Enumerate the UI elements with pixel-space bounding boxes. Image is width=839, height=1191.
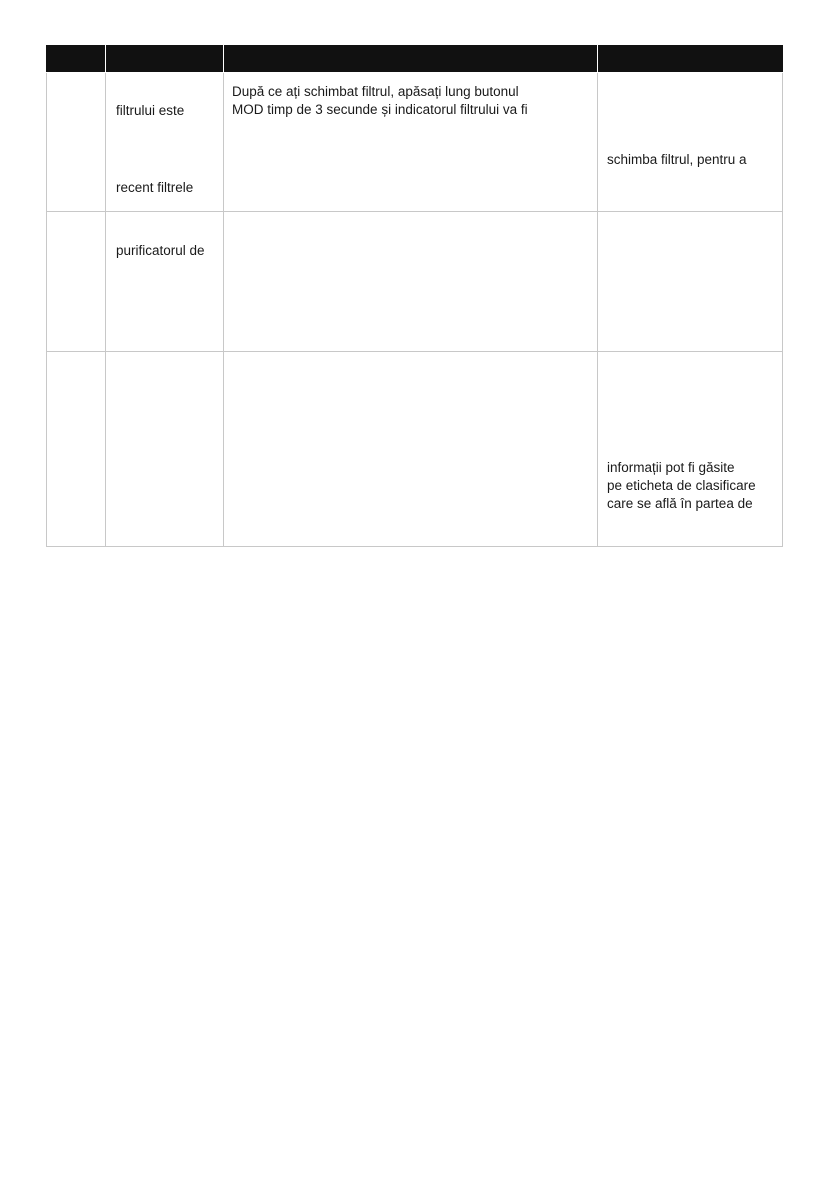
table-cell-description [224, 212, 598, 351]
cell-text-line: purificatorul de [116, 243, 205, 259]
header-cell-4 [598, 46, 783, 73]
table-cell-notes [598, 212, 783, 351]
table-header-row [47, 46, 783, 73]
table-row [47, 73, 783, 212]
header-cell-1 [47, 46, 106, 73]
table-cell-notes [598, 73, 783, 212]
cell-text-line: MOD timp de 3 secunde și indicatorul filtrului va fi [232, 102, 528, 117]
cell-text-line: filtrului este [116, 103, 185, 118]
table-cell-problem [106, 73, 224, 212]
header-cell-2 [106, 46, 224, 73]
cell-text-line: schimba filtrul, pentru a [607, 152, 747, 167]
cell-text-line: recent filtrele [116, 180, 194, 195]
table-row [47, 212, 783, 351]
cell-text-line: care se află în partea de [607, 495, 753, 511]
table-cell-notes [598, 351, 783, 546]
cell-text-line: informații pot fi găsite [607, 459, 735, 475]
table-cell-number [47, 212, 106, 351]
cell-text-line: pe eticheta de clasificare [607, 477, 756, 493]
header-cell-3 [224, 46, 598, 73]
table-cell-number [47, 73, 106, 212]
specs-table [46, 45, 783, 547]
table-cell-problem [106, 212, 224, 351]
table-cell-problem [106, 351, 224, 546]
table-cell-description [224, 73, 598, 212]
table-cell-number [47, 351, 106, 546]
table-row [47, 351, 783, 546]
table-cell-description [224, 351, 598, 546]
cell-text-line: După ce ați schimbat filtrul, apăsați lung butonul [232, 84, 519, 99]
